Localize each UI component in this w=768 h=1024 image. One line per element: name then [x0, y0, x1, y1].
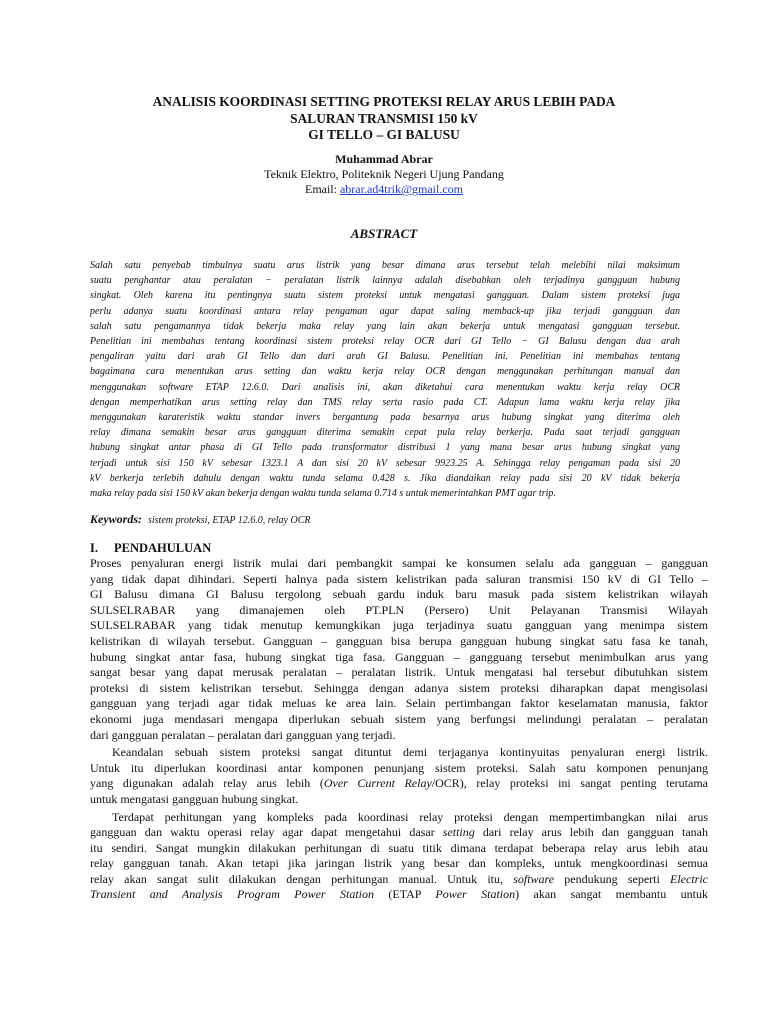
body-line: relay gangguan tanah. Akan tetapi jika jaringan listrik yang besar dan kompleks, untuk mengkoordinasi semua: [90, 856, 708, 871]
abstract-line: dengan memperhatikan arus setting relay dan TMS relay serta rasio pada CT. Adapun lama waktu kerja relay jika: [90, 396, 680, 408]
text-run: relay akan sangat sulit dilakukan dengan perhitungan manual. Untuk itu,: [90, 871, 514, 886]
emphasis-text: Electric: [670, 871, 708, 886]
text-run: /OCR), relay proteksi ini sangat penting terutama: [431, 776, 708, 791]
author-block: [60, 152, 708, 197]
email-label: Email:: [304, 182, 340, 196]
abstract-line: pengaliran yaitu dari arah GI Tello dan dari arah GI Balusu. Penelitian ini. Penelitian ini membahas tentang: [90, 351, 680, 363]
body-line: proteksi di sistem kelistrikan tersebut. Sehingga dengan adanya sistem proteksi diharapkan dapat mengisolasi: [90, 680, 708, 695]
abstract-line: perlu adanya suatu koordinasi antara relay pengaman agar dapat saling memback-up jika terjadi gangguan dan: [90, 305, 680, 317]
text-run: yang digunakan adalah relay arus lebih (: [90, 776, 324, 791]
body-line: Terdapat perhitungan yang kompleks pada koordinasi relay proteksi dengan mempertimbangkan nilai arus: [112, 809, 708, 824]
body-line: [90, 825, 708, 841]
abstract-heading: ABSTRACT: [350, 226, 418, 241]
emphasis-text: setting: [442, 825, 475, 840]
email-link[interactable]: abrar.ad4trik@gmail.com: [339, 182, 463, 196]
title-line: SALURAN TRANSMISI 150 kV: [290, 110, 478, 126]
text-run: (ETAP: [374, 887, 436, 902]
body-line: kelistrikan di wilayah tersebut. Gangguan – gangguan bisa berupa gangguan hubung singkat satu fasa ke tanah,: [90, 633, 708, 648]
abstract-body: [90, 258, 680, 501]
emphasis-text: Transient and Analysis Program Power Station: [90, 887, 374, 902]
body-line: [90, 872, 708, 888]
abstract-line: hubung singkat antar phasa di GI Tello pada transformator distribusi 1 yang mana besar arus hubung singkat yang: [90, 442, 680, 454]
body-text: [90, 556, 708, 903]
author-affiliation: Teknik Elektro, Politeknik Negeri Ujung Pandang: [264, 167, 504, 181]
keywords-line: [90, 512, 311, 527]
body-line: [90, 776, 708, 792]
abstract-line: salah satu pengamannya tidak bekerja maka relay yang lain akan bekerja untuk mengatasi gangguan tersebut.: [90, 320, 680, 332]
abstract-line: Penelitian ini membahas tentang koordinasi sistem proteksi relay OCR dari GI Tello − GI Balusu dengan dua arah: [90, 336, 680, 348]
keywords-label: Keywords:: [90, 512, 142, 526]
body-line: sangat besar yang dapat merusak peralatan – peralatan listrik. Untuk mengatasi hal tersebut dibutuhkan sistem: [90, 665, 708, 680]
emphasis-text: software: [513, 871, 555, 886]
body-line: itu sendiri. Sangat mungkin dilakukan perhitungan di suatu titik dimana terdapat beberapa relay arus lebih atau: [90, 840, 708, 855]
body-line: untuk mengatasi gangguan hubung singkat.: [90, 791, 299, 806]
title-line: GI TELLO – GI BALUSU: [308, 127, 460, 142]
abstract-line: relay dimana semakin besar arus gangguan diterima semakin cepat pula relay berkerja. Pada saat terjadi gangguan: [90, 427, 680, 439]
abstract-line: bagaimana cara menentukan arus setting dan waktu kerja relay OCR dengan menggunakan perhitungan manual dan: [90, 366, 680, 378]
abstract-line: suatu penghantar atau peralatan − peralatan listrik lainnya adalah disebabkan oleh terjadinya gangguan hubung: [90, 275, 680, 287]
emphasis-text: Power Station: [435, 887, 516, 902]
keywords-text: sistem proteksi, ETAP 12.6.0, relay OCR: [148, 515, 311, 526]
abstract-line: menggunakan karateristik waktu standar invers bergantung pada besarnya arus hubung singkat yang diterima oleh: [90, 412, 680, 424]
abstract-line: menggunakan software ETAP 12.6.0. Dari analisis ini, akan diketahui cara menentukan waktu kerja relay OCR: [90, 381, 680, 393]
abstract-line: Salah satu penyebab timbulnya suatu arus listrik yang besar dimana arus tersebut telah melebihi nilai maksimum: [90, 260, 680, 271]
body-line: GI Balusu dimana GI Balusu tergolong sebuah gardu induk baru masuk pada sistem kelistrikan wilayah: [90, 587, 708, 602]
body-line: gangguan yang terjadi agar tidak meluas ke area lain. Selain pertimbangan faktor keselamatan manusia, faktor: [90, 696, 708, 711]
abstract-line: kV berkerja terlebih dahulu dengan waktu tunda selama 0.428 s. Jika diandaikan relay pada sisi 20 kV tidak bekerja: [90, 472, 680, 484]
abstract-line: maka relay pada sisi 150 kV akan bekerja dengan waktu tunda selama 0.714 s untuk memerintahkan PMT agar trip.: [90, 488, 556, 500]
text-run: ) akan sangat membantu untuk: [515, 887, 709, 902]
body-line: hubung singkat antar fasa, hubung singkat tiga fasa. Gangguan – gangguang tersebut menimbulkan arus yang: [90, 649, 708, 664]
body-line: Untuk itu diperlukan koordinasi antar komponen penunjang sistem proteksi. Salah satu komponen penunjang: [90, 760, 708, 775]
body-line: ekonomi juga mendasari mengapa diperlukan sebuah sistem yang berfungsi melindungi peralatan – peralatan: [90, 711, 708, 726]
text-run: dari relay arus lebih dan gangguan tanah: [474, 825, 708, 840]
body-line: SULSELRABAR yang tidak menutup kemungkikan juga terjadinya suatu gangguan yang menimpa sistem: [90, 618, 708, 633]
body-line: SULSELRABAR yang dimanajemen oleh PT.PLN (Persero) Unit Pelayanan Transmisi Wilayah: [90, 602, 708, 617]
title-line: ANALISIS KOORDINASI SETTING PROTEKSI RELAY ARUS LEBIH PADA: [152, 94, 616, 109]
abstract-line: terjadi untuk sisi 150 kV sebesar 1323.1 A dan sisi 20 kV sebesar 9923.25 A. Sehingga relay pengaman pada sisi 20: [90, 457, 680, 469]
section-number: I.: [90, 541, 98, 555]
author-email-line: [60, 182, 708, 197]
paper-title: [60, 94, 708, 144]
body-line: [90, 887, 708, 903]
section-title: PENDAHULUAN: [114, 541, 212, 555]
body-line: Keandalan sebuah sistem proteksi sangat dituntut demi terjaganya kontinyuitas penyaluran energi listrik.: [112, 745, 708, 760]
body-line: yang tidak dapat dihindari. Seperti halnya pada sistem kelistrikan pada saluran transmisi 150 kV di GI Tello –: [90, 571, 708, 586]
emphasis-text: Over Current Relay: [323, 776, 432, 791]
body-line: dari gangguan peralatan – peralatan dari gangguan yang terjadi.: [90, 727, 396, 742]
text-run: pendukung seperti: [554, 871, 671, 886]
section-heading: [90, 541, 211, 556]
author-name: Muhammad Abrar: [335, 152, 433, 166]
body-line: Proses penyaluran energi listrik mulai dari pembangkit sampai ke konsumen selalu ada gangguan – gangguan: [90, 556, 708, 570]
text-run: gangguan dan waktu operasi relay agar dapat mengetahui dasar: [90, 825, 443, 840]
abstract-line: singkat. Oleh karena itu pentingnya suatu sistem proteksi untuk mengatasi gangguan. Dalam sistem proteksi juga: [90, 290, 680, 302]
